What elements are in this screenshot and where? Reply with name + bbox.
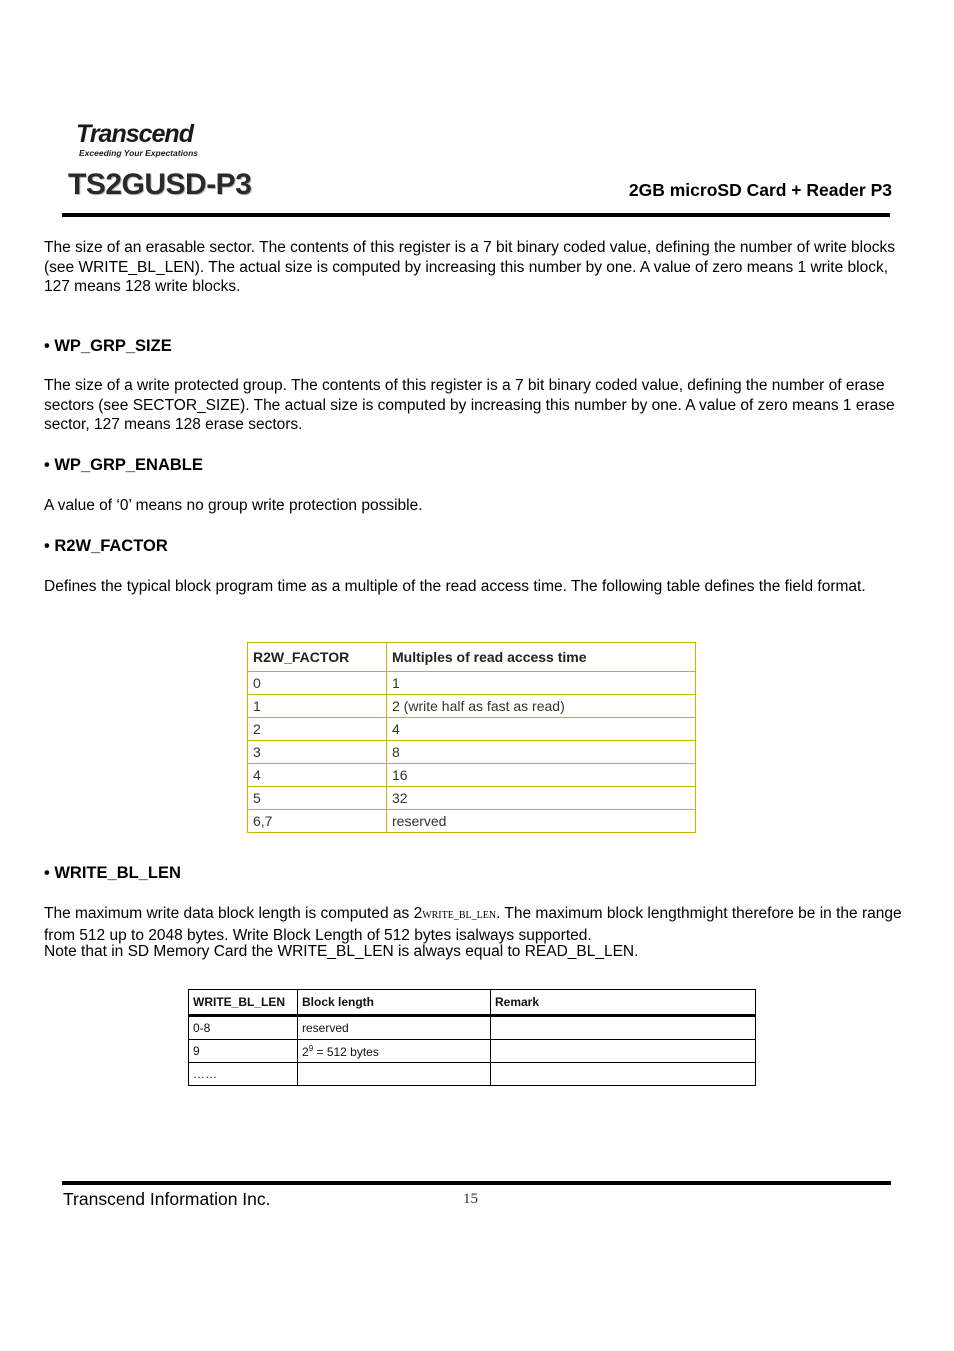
- desc-text: . The maximum block lengthmight therefore be in the range from 512 up to 2048 bytes. Write Block Length of 512 bytes isalways supported.: [44, 905, 902, 944]
- r2w-factor-heading: • R2W_FACTOR: [44, 537, 168, 555]
- table-cell: 0: [248, 672, 387, 695]
- table-cell: [298, 1040, 491, 1063]
- table-row: [248, 672, 696, 695]
- table-row: [248, 741, 696, 764]
- table-cell: 0-8: [189, 1016, 298, 1040]
- write-bl-len-table: [188, 989, 756, 1086]
- table-cell: 2 (write half as fast as read): [387, 695, 696, 718]
- table-header-row: [248, 643, 696, 672]
- table-cell: 16: [387, 764, 696, 787]
- wp-grp-size-heading: • WP_GRP_SIZE: [44, 337, 172, 355]
- table-row: [189, 1063, 756, 1086]
- table-header-row: [189, 990, 756, 1016]
- table-cell: reserved: [387, 810, 696, 833]
- table-cell: ……: [189, 1063, 298, 1086]
- r2w-factor-description: Defines the typical block program time as a multiple of the read access time. The following table defines the field format.: [44, 578, 866, 595]
- table-row: [189, 1040, 756, 1063]
- table-cell: 2: [248, 718, 387, 741]
- table-cell: 8: [387, 741, 696, 764]
- table-row: [248, 718, 696, 741]
- sector-size-description: The size of an erasable sector. The contents of this register is a 7 bit binary coded value, defining the number of write blocks (see WRITE_BL_LEN). The actual size is computed by increasing this number by one. A value of zero means 1 write block, 127 means 128 write blocks.: [44, 239, 895, 295]
- block-rest: = 512 bytes: [313, 1044, 379, 1059]
- wp-grp-enable-description: A value of ‘0’ means no group write protection possible.: [44, 497, 423, 514]
- wp-grp-size-description: The size of a write protected group. The contents of this register is a 7 bit binary coded value, defining the number of erase sectors (see SECTOR_SIZE). The actual size is computed by increasing this number by one. A value of zero means 1 erase sector, 127 means 128 erase sectors.: [44, 377, 895, 433]
- table-row: [248, 764, 696, 787]
- table-cell: 4: [387, 718, 696, 741]
- table-cell: [491, 1063, 756, 1086]
- column-header: Block length: [298, 990, 491, 1016]
- column-header: Remark: [491, 990, 756, 1016]
- table-cell: [491, 1040, 756, 1063]
- page-number: 15: [463, 1191, 478, 1207]
- write-bl-len-note: Note that in SD Memory Card the WRITE_BL_LEN is always equal to READ_BL_LEN.: [44, 943, 639, 960]
- block-exponent: 9: [308, 1043, 314, 1053]
- table-cell: 6,7: [248, 810, 387, 833]
- header-divider: [62, 213, 890, 217]
- table-cell: 3: [248, 741, 387, 764]
- column-header: WRITE_BL_LEN: [189, 990, 298, 1016]
- r2w-factor-table: [247, 642, 696, 833]
- logo-tagline: Exceeding Your Expectations: [79, 148, 199, 158]
- block-base: 2: [302, 1044, 309, 1059]
- column-header: Multiples of read access time: [387, 643, 696, 672]
- write-bl-len-heading: • WRITE_BL_LEN: [44, 864, 181, 882]
- table-row: [248, 810, 696, 833]
- table-cell: [491, 1016, 756, 1040]
- table-cell: 5: [248, 787, 387, 810]
- transcend-logo: [76, 120, 198, 158]
- logo-brand: Transcend: [76, 120, 193, 148]
- table-cell: 9: [189, 1040, 298, 1063]
- table-cell: [298, 1063, 491, 1086]
- product-title: 2GB microSD Card + Reader P3: [628, 180, 892, 200]
- table-row: [248, 787, 696, 810]
- table-cell: 4: [248, 764, 387, 787]
- table-cell: reserved: [298, 1016, 491, 1040]
- table-row: [189, 1016, 756, 1040]
- model-number: TS2GUSD-P3: [68, 168, 252, 201]
- table-cell: 32: [387, 787, 696, 810]
- footer-company: Transcend Information Inc.: [63, 1189, 271, 1209]
- column-header: R2W_FACTOR: [248, 643, 387, 672]
- desc-subscript: WRITE_BL_LEN: [422, 910, 497, 921]
- table-cell: 1: [387, 672, 696, 695]
- write-bl-len-description: [44, 904, 912, 945]
- table-cell: 1: [248, 695, 387, 718]
- table-row: [248, 695, 696, 718]
- wp-grp-enable-heading: • WP_GRP_ENABLE: [44, 456, 203, 474]
- desc-text: The maximum write data block length is computed as 2: [44, 905, 423, 922]
- footer-divider: [62, 1181, 891, 1185]
